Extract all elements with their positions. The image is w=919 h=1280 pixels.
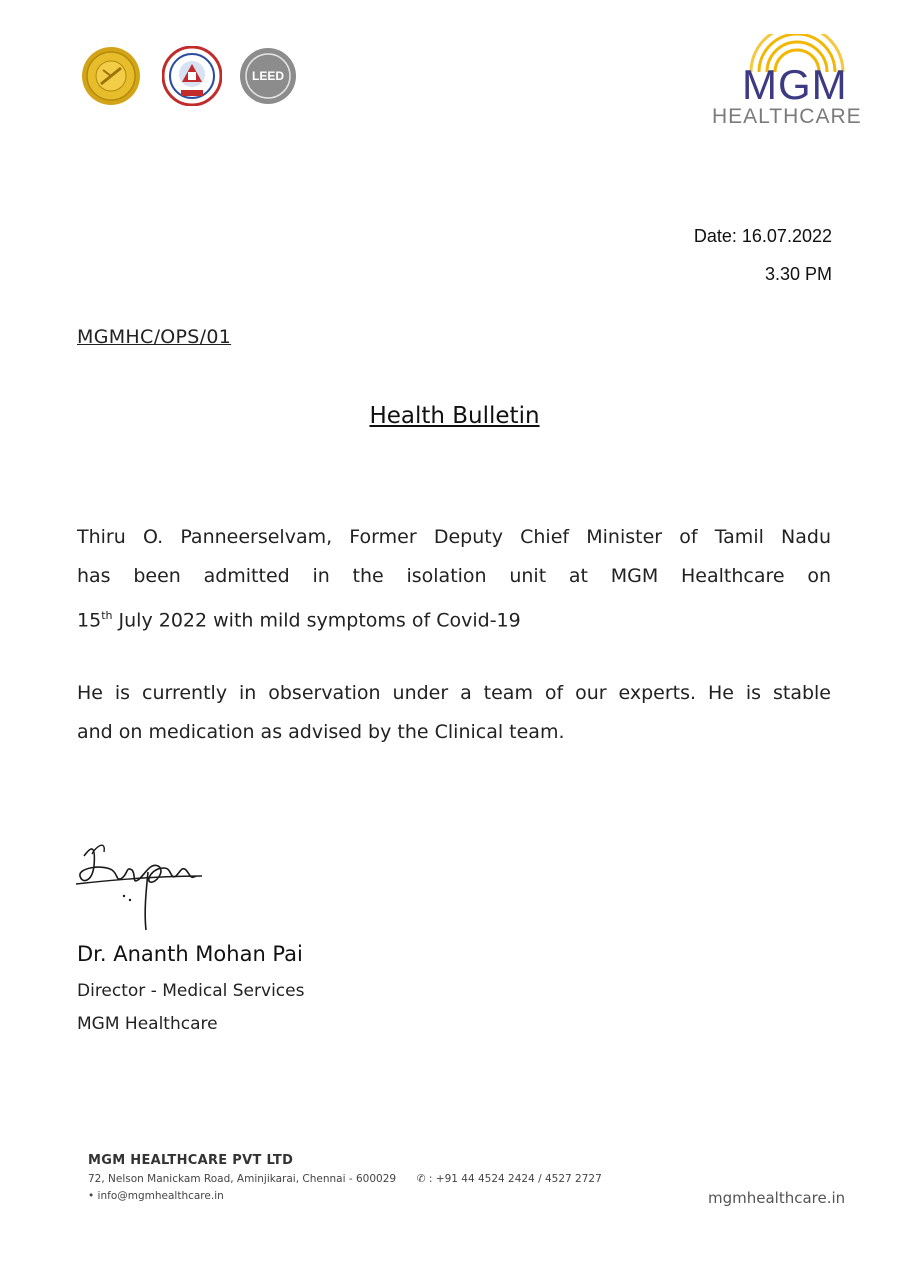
paragraph-1-line-1: Thiru O. Panneerselvam, Former Deputy Chief Minister of Tamil Nadu bbox=[77, 526, 831, 548]
date-block bbox=[694, 217, 832, 293]
footer-email[interactable]: info@mgmhealthcare.in bbox=[97, 1190, 224, 1202]
paragraph-1-line-3: 15th July 2022 with mild symptoms of Covid-19 bbox=[77, 609, 521, 632]
footer-address: 72, Nelson Manickam Road, Aminjikarai, Chennai - 600029 bbox=[88, 1173, 397, 1185]
phone-icon: ✆ bbox=[416, 1173, 426, 1185]
page-title: Health Bulletin bbox=[369, 403, 540, 429]
footer-phone: +91 44 4524 2424 / 4527 2727 bbox=[435, 1173, 602, 1185]
paragraph-2-line-2: and on medication as advised by the Clinical team. bbox=[77, 721, 565, 743]
svg-text:LEED: LEED bbox=[251, 69, 285, 83]
handwritten-signature bbox=[72, 826, 212, 936]
logo-mgm-text: MGM bbox=[742, 61, 848, 108]
reference-number: MGMHC/OPS/01 bbox=[77, 326, 232, 348]
logo-healthcare-text: HEALTHCARE bbox=[712, 105, 862, 128]
certification-seal-gold bbox=[81, 46, 141, 106]
email-bullet-icon: • bbox=[88, 1190, 95, 1202]
mgm-healthcare-logo bbox=[706, 34, 871, 130]
footer-email-line bbox=[88, 1190, 224, 1202]
bulletin-paragraph-1 bbox=[77, 518, 831, 640]
footer-website[interactable]: mgmhealthcare.in bbox=[708, 1189, 846, 1207]
footer-address-line: 72, Nelson Manickam Road, Aminjikarai, Chennai - 600029 ✆ : +91 44 4524 2424 / 4527 2727 bbox=[88, 1173, 602, 1185]
signatory-name: Dr. Ananth Mohan Pai bbox=[77, 942, 303, 966]
paragraph-1-line-2: has been admitted in the isolation unit at MGM Healthcare on bbox=[77, 565, 831, 587]
bulletin-paragraph-2 bbox=[77, 674, 831, 752]
certification-seal-nabh bbox=[162, 46, 222, 106]
signatory-organization: MGM Healthcare bbox=[77, 1014, 218, 1034]
date-line: Date: 16.07.2022 bbox=[693, 226, 832, 246]
paragraph-2-line-1: He is currently in observation under a team of our experts. He is stable bbox=[77, 682, 831, 704]
certification-seal-leed bbox=[239, 47, 297, 105]
footer-company: MGM HEALTHCARE PVT LTD bbox=[88, 1153, 294, 1168]
signatory-role: Director - Medical Services bbox=[77, 981, 305, 1001]
time-line: 3.30 PM bbox=[764, 264, 832, 284]
